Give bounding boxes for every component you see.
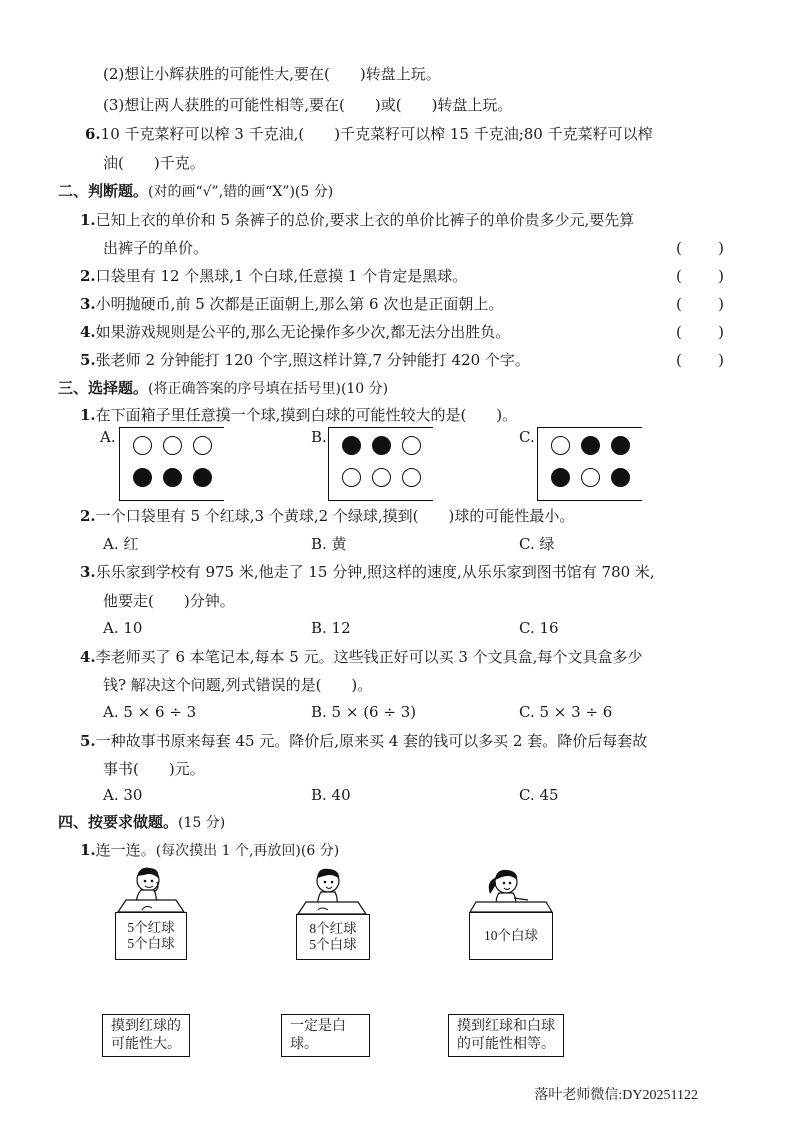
- item-number: 2.: [80, 267, 96, 285]
- answer-bracket[interactable]: [676, 294, 724, 314]
- bracket-open: (: [676, 351, 682, 369]
- chest-3[interactable]: [468, 866, 554, 966]
- white-ball: [372, 468, 391, 487]
- question-5-3: (3)想让两人获胜的可能性相等,要在( )或( )转盘上玩。: [103, 96, 513, 114]
- question-number: 4.: [80, 648, 96, 666]
- question-6-continued: 油( )千克。: [103, 154, 205, 172]
- answer-box-2[interactable]: [281, 1014, 370, 1057]
- section-note: (将正确答案的序号填在括号里)(10 分): [148, 381, 389, 397]
- choice-question-3-continued: 他要走( )分钟。: [103, 592, 235, 610]
- option-b[interactable]: B. 5 × (6 ÷ 3): [311, 703, 417, 721]
- section-title: 二、判断题。: [58, 182, 149, 200]
- choice-question-2: [80, 506, 574, 526]
- item-text: 口袋里有 12 个黑球,1 个白球,任意摸 1 个肯定是黑球。: [95, 267, 468, 285]
- judge-item-2: [80, 266, 467, 286]
- white-ball: [133, 436, 152, 455]
- chest-line-1: 8个红球: [309, 921, 357, 936]
- question-5-2: (2)想让小辉获胜的可能性大,要在( )转盘上玩。: [103, 65, 441, 83]
- section-note: (对的画“√”,错的画“X”)(5 分): [148, 184, 334, 200]
- white-ball: [163, 436, 182, 455]
- section-4-question-1: [80, 840, 339, 861]
- bracket-close: ): [718, 351, 724, 369]
- ball-box-a: [119, 427, 224, 501]
- bracket-close: ): [718, 323, 724, 341]
- answer-line-1: 摸到红球的: [111, 1018, 181, 1034]
- answer-line-2: 可能性大。: [111, 1036, 181, 1052]
- section-note: (15 分): [178, 815, 226, 831]
- choice-question-4-continued: 钱? 解决这个问题,列式错误的是( )。: [103, 676, 373, 694]
- question-text: 乐乐家到学校有 975 米,他走了 15 分钟,照这样的速度,从乐乐家到图书馆有 780 米,: [95, 563, 655, 581]
- answer-line-1: 一定是白球。: [290, 1018, 346, 1052]
- box-b-label: B.: [311, 428, 327, 446]
- chest-line-1: 10个白球: [484, 928, 538, 943]
- answer-line-2: 的可能性相等。: [457, 1036, 555, 1052]
- option-b[interactable]: B. 40: [311, 786, 351, 804]
- white-ball: [193, 436, 212, 455]
- item-text: 已知上衣的单价和 5 条裤子的总价,要求上衣的单价比裤子的单价贵多少元,要先算: [95, 211, 635, 229]
- section-title: 四、按要求做题。: [58, 813, 179, 831]
- black-ball: [372, 436, 391, 455]
- option-c[interactable]: C. 45: [519, 786, 559, 804]
- option-c[interactable]: C. 绿: [519, 535, 555, 553]
- footer-watermark: 落叶老师微信:DY20251122: [534, 1088, 698, 1103]
- black-ball: [133, 468, 152, 487]
- item-number: 5.: [80, 351, 96, 369]
- judge-item-5: [80, 350, 530, 370]
- option-a[interactable]: A. 30: [103, 786, 143, 804]
- option-a[interactable]: A. 10: [103, 619, 143, 637]
- question-number: 3.: [80, 563, 96, 581]
- judge-item-1-continued: 出裤子的单价。: [103, 239, 209, 257]
- choice-question-3: [80, 562, 655, 582]
- black-ball: [342, 436, 361, 455]
- option-a[interactable]: A. 5 × 6 ÷ 3: [103, 703, 197, 721]
- bracket-close: ): [718, 267, 724, 285]
- ball-box-c: [537, 427, 642, 501]
- section-2-heading: [58, 181, 333, 202]
- chest-label: [469, 912, 553, 960]
- item-number: 4.: [80, 323, 96, 341]
- chest-label: [296, 914, 370, 960]
- judge-item-3: [80, 294, 503, 314]
- question-note: (每次摸出 1 个,再放回)(6 分): [155, 843, 340, 859]
- judge-item-4: [80, 322, 510, 342]
- option-c[interactable]: C. 5 × 3 ÷ 6: [519, 703, 613, 721]
- section-4-heading: [58, 812, 225, 833]
- question-number: 2.: [80, 507, 96, 525]
- white-ball: [581, 468, 600, 487]
- option-b[interactable]: B. 12: [311, 619, 351, 637]
- answer-box-3[interactable]: [448, 1014, 564, 1057]
- question-number: 1.: [80, 406, 96, 424]
- white-ball: [551, 436, 570, 455]
- question-text: 李老师买了 6 本笔记本,每本 5 元。这些钱正好可以买 3 个文具盒,每个文具盒多少: [95, 648, 643, 666]
- choice-question-5: [80, 731, 647, 751]
- black-ball: [611, 468, 630, 487]
- question-text: 一个口袋里有 5 个红球,3 个黄球,2 个绿球,摸到( )球的可能性最小。: [95, 507, 575, 525]
- chest-line-1: 5个红球: [127, 920, 175, 935]
- chest-2[interactable]: [288, 866, 374, 966]
- item-number: 3.: [80, 295, 96, 313]
- option-b[interactable]: B. 黄: [311, 535, 347, 553]
- question-text: 一种故事书原来每套 45 元。降价后,原来买 4 套的钱可以多买 2 套。降价后每套故: [95, 732, 648, 750]
- answer-bracket[interactable]: [676, 266, 724, 286]
- black-ball: [611, 436, 630, 455]
- bracket-open: (: [676, 239, 682, 257]
- black-ball: [193, 468, 212, 487]
- answer-bracket[interactable]: [676, 238, 724, 258]
- bracket-open: (: [676, 295, 682, 313]
- choice-question-4: [80, 647, 642, 667]
- box-a-label: A.: [100, 428, 116, 446]
- answer-box-1[interactable]: [102, 1014, 190, 1057]
- question-number: 5.: [80, 732, 96, 750]
- answer-line-1: 摸到红球和白球: [457, 1018, 555, 1034]
- item-number: 1.: [80, 211, 96, 229]
- black-ball: [551, 468, 570, 487]
- choice-question-5-continued: 事书( )元。: [103, 760, 205, 778]
- bracket-close: ): [718, 295, 724, 313]
- white-ball: [402, 436, 421, 455]
- option-c[interactable]: C. 16: [519, 619, 559, 637]
- ball-box-b: [328, 427, 433, 501]
- answer-bracket[interactable]: [676, 322, 724, 342]
- chest-label: [115, 912, 187, 960]
- option-a[interactable]: A. 红: [103, 535, 139, 553]
- question-number: 1.: [80, 841, 96, 859]
- choice-question-1: [80, 405, 517, 425]
- answer-bracket[interactable]: [676, 350, 724, 370]
- white-ball: [342, 468, 361, 487]
- section-title: 三、选择题。: [58, 379, 149, 397]
- section-3-heading: [58, 378, 388, 399]
- item-text: 如果游戏规则是公平的,那么无论操作多少次,都无法分出胜负。: [95, 323, 511, 341]
- chest-line-2: 5个白球: [309, 937, 357, 952]
- box-c-label: C.: [519, 428, 535, 446]
- bracket-open: (: [676, 323, 682, 341]
- question-text: 在下面箱子里任意摸一个球,摸到白球的可能性较大的是( )。: [95, 406, 518, 424]
- question-text: 10 千克菜籽可以榨 3 千克油,( )千克菜籽可以榨 15 千克油;80 千克菜籽可以榨: [100, 125, 653, 143]
- item-text: 张老师 2 分钟能打 120 个字,照这样计算,7 分钟能打 420 个字。: [95, 351, 530, 369]
- chest-line-2: 5个白球: [127, 936, 175, 951]
- bracket-open: (: [676, 267, 682, 285]
- judge-item-1: [80, 210, 634, 230]
- question-text: 连一连。: [95, 841, 156, 859]
- question-6: [85, 124, 653, 144]
- white-ball: [402, 468, 421, 487]
- question-number: 6.: [85, 125, 101, 143]
- bracket-close: ): [718, 239, 724, 257]
- chest-1[interactable]: [108, 866, 192, 966]
- black-ball: [581, 436, 600, 455]
- black-ball: [163, 468, 182, 487]
- item-text: 小明抛硬币,前 5 次都是正面朝上,那么第 6 次也是正面朝上。: [95, 295, 504, 313]
